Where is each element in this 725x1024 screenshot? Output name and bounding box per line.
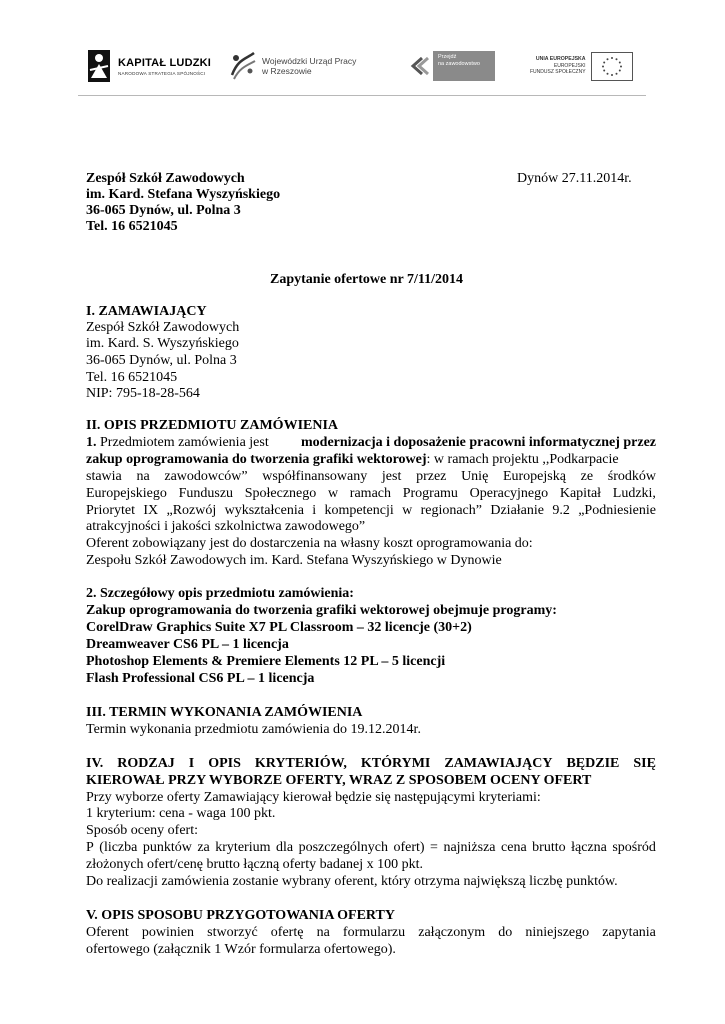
kapital-ludzki-logo — [86, 44, 211, 88]
justified-word: „Podniesienie — [578, 503, 656, 518]
section1-line: NIP: 795-18-28-564 — [86, 386, 200, 401]
kapital-ludzki-subtitle: NARODOWA STRATEGIA SPÓJNOŚCI — [118, 70, 206, 76]
justified-word: SIĘ — [633, 756, 656, 771]
eu-title: UNIA EUROPEJSKA — [535, 56, 586, 63]
sender-address: 36-065 Dynów, ul. Polna 3 — [86, 203, 241, 218]
program-item: Photoshop Elements & Premiere Elements 12 PL – 5 licencji — [86, 654, 446, 669]
justified-word: P — [86, 840, 94, 855]
section2-p2-intro: Zakup oprogramowania do tworzenia grafiki wektorowej obejmuje programy: — [86, 603, 557, 618]
section5-line2: ofertowego (załącznik 1 Wzór formularza ofertowego). — [86, 942, 396, 957]
justified-word: ZAMAWIAJĄCY — [444, 756, 553, 771]
justified-word: IV. — [86, 756, 104, 771]
justified-word: Unię — [461, 469, 489, 484]
p1-text-c: zakup oprogramowania do tworzenia grafiki wektorowej — [86, 452, 427, 467]
sender-patron: im. Kard. Stefana Wyszyńskiego — [86, 187, 281, 202]
justified-word: Priorytet — [86, 503, 135, 518]
wup-emblem-icon — [228, 49, 258, 83]
p1-text-a: Przedmiotem zamówienia jest — [100, 435, 269, 450]
justified-word: w — [402, 503, 413, 518]
section4-heading-line2: KIEROWAŁ PRZY WYBORZE OFERTY, WRAZ Z SPOSOBEM OCENY OFERT — [86, 773, 592, 788]
justified-word: spośród — [612, 840, 656, 855]
section3-text: Termin wykonania przedmiotu zamówienia do 19.12.2014r. — [86, 722, 421, 737]
justified-word: Funduszu — [178, 486, 234, 501]
sender-phone: Tel. 16 6521045 — [86, 219, 178, 234]
section5-line1 — [86, 925, 656, 941]
justified-word: Europejską — [502, 469, 566, 484]
justified-word: = — [430, 840, 438, 855]
justified-word: załączonym — [418, 925, 486, 940]
justified-word: Działanie — [490, 503, 544, 518]
p1-text-d: : w ramach projektu ,,Podkarpacie — [426, 452, 619, 467]
section4-line: 1 kryterium: cena - waga 100 pkt. — [86, 806, 276, 821]
justified-word: Kapitał — [559, 486, 602, 501]
program-item: CorelDraw Graphics Suite X7 PL Classroom – 32 licencje (30+2) — [86, 620, 472, 635]
justified-word: punktów — [142, 840, 192, 855]
section4-line: Sposób oceny ofert: — [86, 823, 198, 838]
section2-p1-line5 — [86, 503, 656, 519]
justified-word: Społecznego — [244, 486, 317, 501]
przejdz-logo — [408, 44, 495, 88]
justified-word: 9.2 — [552, 503, 570, 518]
justified-word: OPIS — [208, 756, 241, 771]
justified-word: współfinansowany — [262, 469, 368, 484]
section1-line: Tel. 16 6521045 — [86, 370, 178, 385]
justified-word: w — [327, 486, 339, 501]
section3-heading: III. TERMIN WYKONANIA ZAMÓWIENIA — [86, 705, 363, 720]
section2-p1-line6: atrakcyjności i jakości szkolnictwa zawodowego” — [86, 519, 366, 534]
section4-line: Przy wyborze oferty Zamawiający kierował będzie się następującymi kryteriami: — [86, 790, 541, 805]
justified-word: stworzyć — [207, 925, 258, 940]
section2-heading: II. OPIS PRZEDMIOTU ZAMÓWIENIA — [86, 418, 339, 433]
section5-heading: V. OPIS SPOSOBU PRZYGOTOWANIA OFERTY — [86, 908, 395, 923]
justified-word: brutto — [532, 840, 566, 855]
justified-word: zapytania — [602, 925, 656, 940]
section2-p1-line2 — [86, 452, 619, 468]
justified-word: I — [188, 756, 195, 771]
przejdz-arrow-icon — [408, 55, 430, 77]
justified-word: środków — [607, 469, 656, 484]
eu-line3: FUNDUSZ SPOŁECZNY — [530, 69, 586, 76]
justified-word: Oferent — [86, 925, 129, 940]
justified-word: wykształcenia — [224, 503, 304, 518]
p1-number: 1. — [86, 435, 97, 450]
justified-word: na — [316, 925, 330, 940]
eu-line2: EUROPEJSKI — [553, 62, 586, 69]
justified-word: IX — [143, 503, 159, 518]
section4-formula-line2: złożonych ofert/cenę brutto łączną oferty badanej x 100 pkt. — [86, 857, 424, 872]
document-title: Zapytanie ofertowe nr 7/11/2014 — [270, 272, 464, 287]
section4-final: Do realizacji zamówienia zostanie wybrany oferent, który otrzyma największą liczbę punktów. — [86, 874, 618, 889]
justified-word: i — [312, 503, 317, 518]
justified-word: ofertę — [270, 925, 304, 940]
section2-p1-line3 — [86, 469, 656, 485]
section2-p1-line4 — [86, 486, 656, 502]
wup-name-line2: w Rzeszowie — [262, 66, 312, 76]
program-item: Flash Professional CS6 PL – 1 licencja — [86, 671, 315, 686]
section2-p1-line1 — [86, 435, 656, 451]
section4-heading-line1 — [86, 756, 656, 772]
header-logos — [78, 40, 646, 96]
justified-word: KTÓRYMI — [360, 756, 431, 771]
justified-word: łączna — [571, 840, 607, 855]
section1-heading: I. ZAMAWIAJĄCY — [86, 304, 207, 319]
justified-word: ze — [580, 469, 594, 484]
justified-word: cena — [501, 840, 527, 855]
wup-logo — [228, 44, 356, 88]
justified-word: zawodowców” — [164, 469, 248, 484]
eu-flag-icon — [591, 52, 633, 81]
section1-line: im. Kard. S. Wyszyńskiego — [86, 336, 239, 351]
justified-word: kompetencji — [324, 503, 394, 518]
section4-formula-line1 — [86, 840, 656, 856]
header-divider — [78, 95, 646, 96]
section2-p1-line8: Zespołu Szkół Zawodowych im. Kard. Stefana Wyszyńskiego w Dynowie — [86, 553, 502, 568]
justified-word: BĘDZIE — [566, 756, 620, 771]
justified-word: do — [498, 925, 513, 940]
justified-word: Ludzki, — [612, 486, 656, 501]
justified-word: przez — [416, 469, 447, 484]
przejdz-line1: Przejdź — [438, 54, 457, 60]
p1-text-b: modernizacja i doposażenie pracowni informatycznej przez — [301, 435, 656, 450]
eu-logo — [530, 44, 633, 88]
place-date: Dynów 27.11.2014r. — [517, 171, 632, 186]
justified-word: Operacyjnego — [469, 486, 549, 501]
justified-word: poszczególnych — [298, 840, 388, 855]
justified-word: ofert) — [393, 840, 425, 855]
sender-name: Zespół Szkół Zawodowych — [86, 171, 245, 186]
program-item: Dreamweaver CS6 PL – 1 licencja — [86, 637, 289, 652]
justified-word: powinien — [141, 925, 194, 940]
justified-word: (liczba — [99, 840, 138, 855]
przejdz-line2: na zawodowstwo — [438, 61, 480, 67]
justified-word: dla — [275, 840, 294, 855]
justified-word: Europejskiego — [86, 486, 167, 501]
justified-word: stawia — [86, 469, 122, 484]
kapital-ludzki-emblem-icon — [86, 48, 112, 84]
section2-p1-line7: Oferent zobowiązany jest do dostarczenia na własny koszt oprogramowania do: — [86, 536, 533, 551]
justified-word: za — [197, 840, 210, 855]
justified-word: kryterium — [215, 840, 271, 855]
justified-word: RODZAJ — [117, 756, 175, 771]
justified-word: KRYTERIÓW, — [254, 756, 347, 771]
justified-word: Programu — [402, 486, 458, 501]
section1-line: Zespół Szkół Zawodowych — [86, 320, 240, 335]
section1-line: 36-065 Dynów, ul. Polna 3 — [86, 353, 237, 368]
justified-word: „Rozwój — [166, 503, 217, 518]
justified-word: ramach — [349, 486, 391, 501]
kapital-ludzki-title: KAPITAŁ LUDZKI — [118, 56, 212, 69]
justified-word: jest — [381, 469, 402, 484]
section2-p2-heading: 2. Szczegółowy opis przedmiotu zamówienia: — [86, 586, 354, 601]
przejdz-box — [433, 51, 495, 81]
justified-word: na — [136, 469, 150, 484]
justified-word: formularzu — [342, 925, 406, 940]
wup-name-line1: Wojewódzki Urząd Pracy — [262, 56, 357, 66]
justified-word: niniejszego — [525, 925, 590, 940]
justified-word: regionach” — [420, 503, 482, 518]
justified-word: najniższa — [443, 840, 496, 855]
